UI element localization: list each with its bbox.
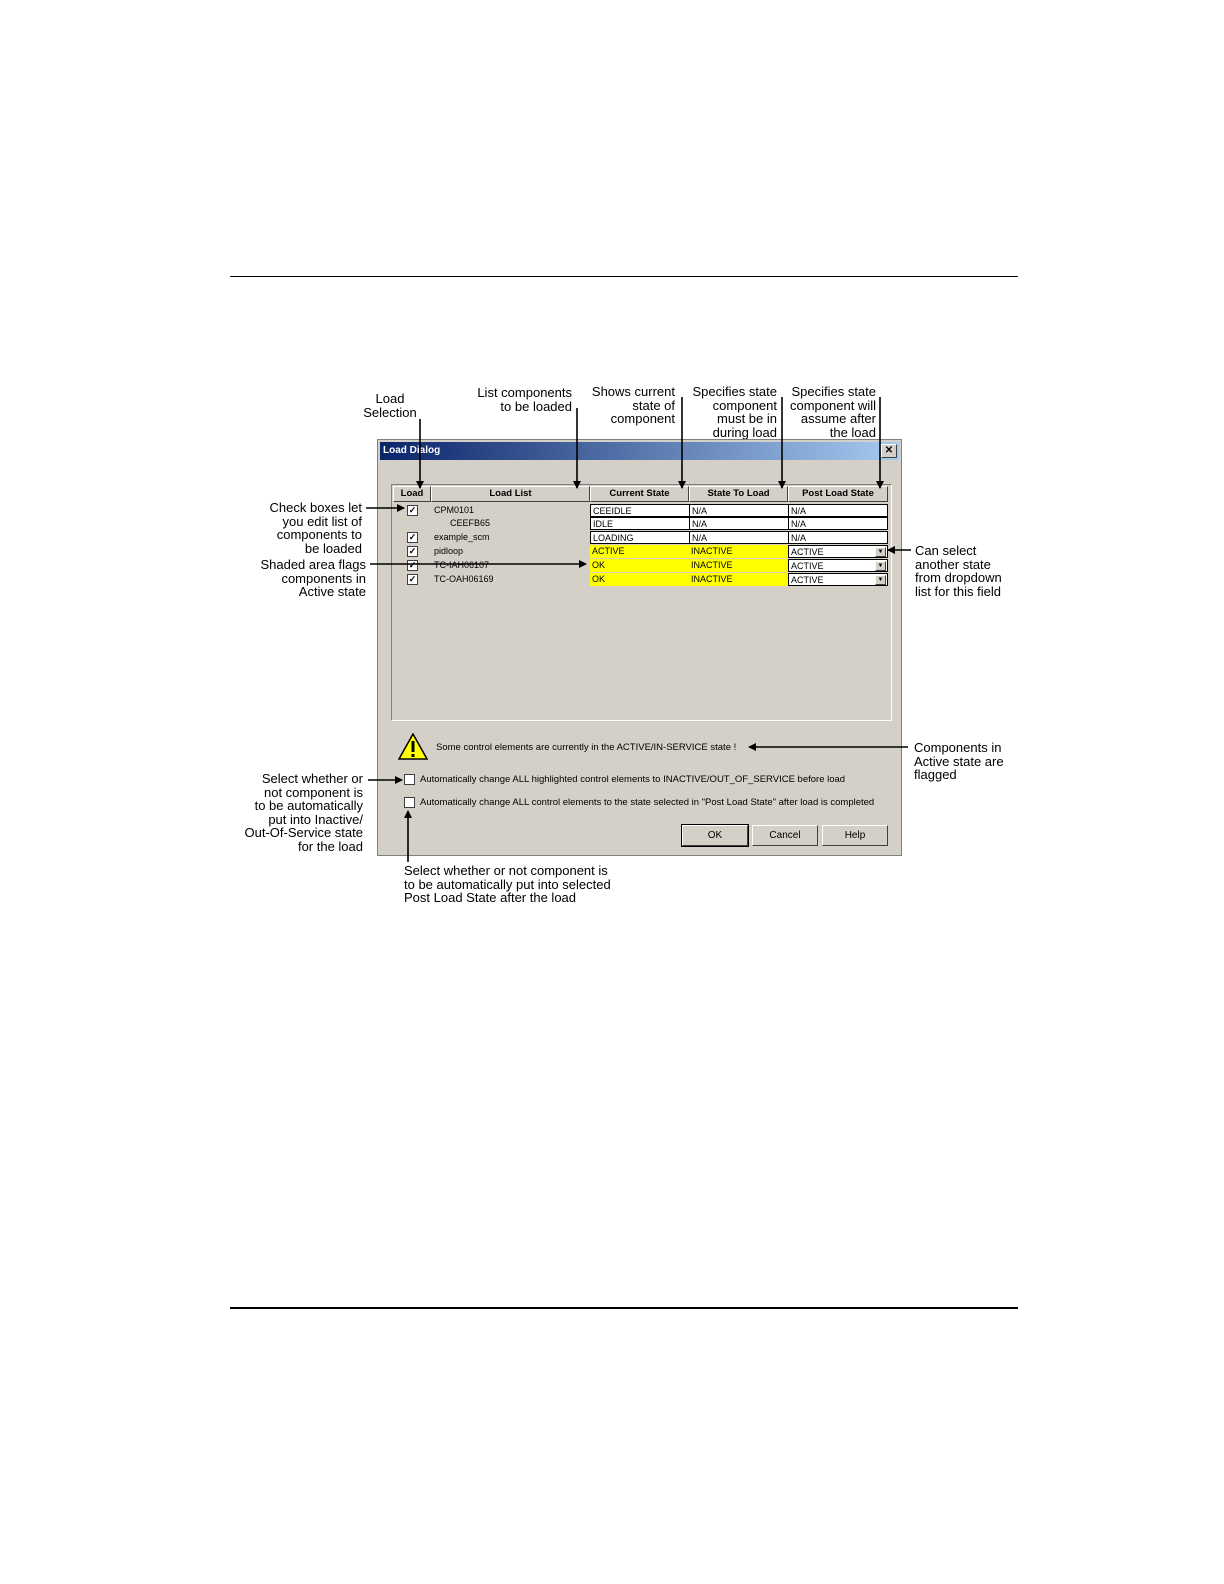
- current-state-cell: IDLE: [590, 517, 690, 530]
- annotation-load-selection: Load Selection: [363, 391, 417, 420]
- post-load-state-cell: N/A: [788, 517, 888, 530]
- load-checkbox[interactable]: ✓: [408, 560, 417, 570]
- load-list-cell: TC-OAH06169: [434, 574, 494, 584]
- post-load-state-value: ACTIVE: [791, 575, 824, 585]
- load-checkbox[interactable]: ✓: [408, 532, 417, 542]
- auto-inactive-checkbox[interactable]: [404, 774, 415, 785]
- current-state-cell: OK: [590, 559, 689, 572]
- warning-message: Some control elements are currently in the ACTIVE/IN-SERVICE state !: [436, 742, 737, 753]
- post-load-state-dropdown[interactable]: [788, 573, 888, 586]
- load-checkbox[interactable]: ✓: [408, 574, 417, 584]
- annotation-can-select: Can select another state from dropdown list for this field: [915, 543, 1002, 599]
- post-load-state-value: ACTIVE: [791, 547, 824, 557]
- column-header-load-list[interactable]: Load List: [431, 486, 590, 502]
- column-header-post-load-state[interactable]: Post Load State: [788, 486, 888, 502]
- current-state-cell: ACTIVE: [590, 545, 689, 558]
- chevron-down-icon[interactable]: ▼: [875, 561, 886, 571]
- annotation-select-post: Select whether or not component is to be automatically put into selected Post Load State after the load: [404, 863, 611, 905]
- close-icon[interactable]: ✕: [881, 444, 897, 458]
- column-header-state-to-load[interactable]: State To Load: [689, 486, 788, 502]
- cancel-button[interactable]: Cancel: [752, 825, 818, 846]
- state-to-load-cell: N/A: [689, 517, 789, 530]
- annotation-check-boxes: Check boxes let you edit list of components to be loaded: [269, 500, 362, 556]
- load-list-cell: pidloop: [434, 546, 464, 556]
- option-auto-inactive[interactable]: [404, 774, 845, 785]
- annotation-specifies-state: Specifies state component must be in during load: [692, 384, 777, 440]
- load-list-cell: TC-IAH06107: [434, 560, 490, 570]
- chevron-down-icon[interactable]: ▼: [875, 547, 886, 557]
- auto-inactive-label: Automatically change ALL highlighted control elements to INACTIVE/OUT_OF_SERVICE before load: [420, 774, 846, 786]
- help-button[interactable]: Help: [822, 825, 888, 846]
- bottom-rule: [230, 1307, 1018, 1309]
- post-load-state-cell: N/A: [788, 531, 888, 544]
- annotation-list-components: List components to be loaded: [477, 385, 572, 414]
- load-list-grid: [391, 484, 892, 721]
- top-rule: [230, 276, 1018, 277]
- annotation-specifies-after: Specifies state component will assume after the load: [790, 384, 876, 440]
- load-list-cell: CEEFB65: [450, 518, 491, 528]
- load-checkbox[interactable]: ✓: [408, 546, 417, 556]
- warning-icon: [398, 733, 428, 760]
- state-to-load-cell: INACTIVE: [689, 559, 788, 572]
- state-to-load-cell: INACTIVE: [689, 573, 788, 586]
- auto-post-load-label: Automatically change ALL control elements to the state selected in "Post Load State" after load is completed: [420, 797, 875, 809]
- ok-button[interactable]: OK: [682, 825, 748, 846]
- title-bar[interactable]: [380, 442, 899, 460]
- annotation-select-inactive: Select whether or not component is to be automatically put into Inactive/ Out-Of-Service state for the load: [244, 771, 363, 854]
- annotation-components-active: Components in Active state are flagged: [914, 740, 1004, 782]
- option-auto-post-load[interactable]: [404, 797, 874, 808]
- current-state-cell: OK: [590, 573, 689, 586]
- load-list-cell: example_scm: [434, 532, 490, 542]
- auto-post-load-checkbox[interactable]: [404, 797, 415, 808]
- chevron-down-icon[interactable]: ▼: [875, 575, 886, 585]
- state-to-load-cell: INACTIVE: [689, 545, 788, 558]
- load-dialog: [377, 439, 902, 856]
- post-load-state-cell: N/A: [788, 504, 888, 517]
- annotation-shaded-area: Shaded area flags components in Active state: [260, 557, 366, 599]
- load-checkbox[interactable]: ✓: [408, 505, 417, 515]
- column-header-load[interactable]: Load: [393, 486, 431, 502]
- current-state-cell: LOADING: [590, 531, 690, 544]
- state-to-load-cell: N/A: [689, 531, 789, 544]
- post-load-state-dropdown[interactable]: [788, 559, 888, 572]
- post-load-state-value: ACTIVE: [791, 561, 824, 571]
- current-state-cell: CEEIDLE: [590, 504, 690, 517]
- annotation-shows-current: Shows current state of component: [591, 384, 675, 426]
- post-load-state-dropdown[interactable]: [788, 545, 888, 558]
- load-list-cell: CPM0101: [434, 505, 475, 515]
- dialog-title: Load Dialog: [383, 445, 441, 456]
- column-header-current-state[interactable]: Current State: [590, 486, 689, 502]
- state-to-load-cell: N/A: [689, 504, 789, 517]
